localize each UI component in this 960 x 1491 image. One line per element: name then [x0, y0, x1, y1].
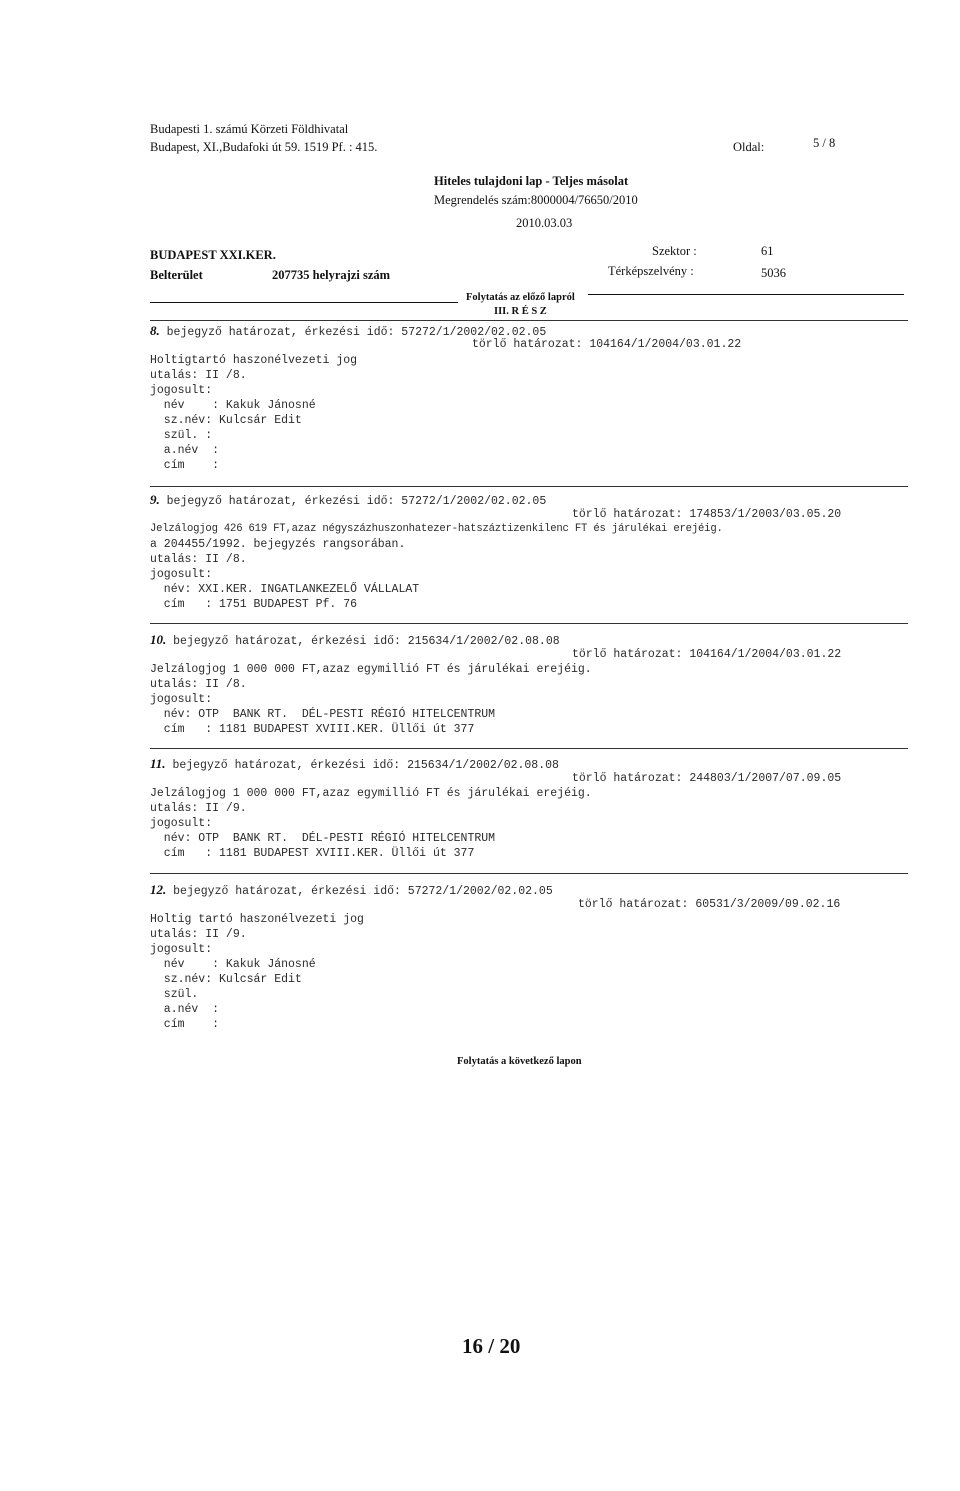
entry-number: 8. [150, 323, 160, 338]
entry-divider [150, 748, 908, 749]
cancel-decision: törlő határozat: 104164/1/2004/03.01.22 [572, 648, 842, 661]
entry-11 [150, 756, 910, 861]
entry-line: a.név : [150, 1003, 220, 1016]
entry-line: utalás: II /9. [150, 802, 247, 815]
sector-value: 61 [761, 244, 774, 258]
entry-line: cím : 1181 BUDAPEST XVIII.KER. Üllői út 377 [150, 847, 475, 860]
entry-line: cím : [150, 1018, 220, 1031]
sector-label: Szektor : [652, 244, 697, 258]
entry-line: sz.név: Kulcsár Edit [150, 973, 302, 986]
cancel-decision: törlő határozat: 104164/1/2004/03.01.22 [472, 338, 742, 351]
continuation-label: Folytatás az előző lapról [466, 292, 575, 303]
office-address: Budapest, XI.,Budafoki út 59. 1519 Pf. : 415. [150, 140, 378, 154]
entry-head: bejegyző határozat, érkezési idő: 57272/1/2002/02.02.05 [173, 885, 553, 898]
entry-number: 10. [150, 632, 167, 647]
entry-number: 9. [150, 492, 160, 507]
entry-line: utalás: II /9. [150, 928, 247, 941]
entry-line: Jelzálogjog 426 619 FT,azaz négyszázhuszonhatezer-hatszáztizenkilenc FT és járulékai erejéig. [150, 523, 723, 535]
entry-line: a 204455/1992. bejegyzés rangsorában. [150, 538, 406, 551]
entry-line: Jelzálogjog 1 000 000 FT,azaz egymillió FT és járulékai erejéig. [150, 663, 592, 676]
office-name: Budapesti 1. számú Körzeti Földhivatal [150, 122, 349, 136]
order-number: Megrendelés szám:8000004/76650/2010 [434, 193, 638, 207]
map-sheet-value: 5036 [761, 266, 786, 280]
entry-12 [150, 882, 910, 1032]
entry-8 [150, 323, 910, 473]
district: BUDAPEST XXI.KER. [150, 248, 276, 262]
entry-head: bejegyző határozat, érkezési idő: 57272/1/2002/02.02.05 [166, 326, 547, 339]
entry-line: cím : 1181 BUDAPEST XVIII.KER. Üllői út 377 [150, 723, 475, 736]
entry-divider [150, 873, 908, 874]
entry-line: cím : [150, 459, 220, 472]
divider-right [588, 294, 904, 295]
document-date: 2010.03.03 [516, 216, 573, 230]
entry-divider [150, 623, 908, 624]
page-value: 5 / 8 [813, 136, 836, 150]
entry-line: Holtigtartó haszonélvezeti jog [150, 354, 358, 367]
map-sheet-label: Térképszelvény : [608, 264, 694, 278]
entry-line: sz.név: Kulcsár Edit [150, 414, 302, 427]
next-page-note: Folytatás a következő lapon [457, 1056, 582, 1067]
entry-divider [150, 486, 908, 487]
parcel-number: 207735 helyrajzi szám [272, 268, 391, 282]
entry-line: név : Kakuk Jánosné [150, 958, 316, 971]
entry-line: név: OTP BANK RT. DÉL-PESTI RÉGIÓ HITELCENTRUM [150, 708, 496, 721]
entry-line: utalás: II /8. [150, 678, 247, 691]
page-label: Oldal: [733, 140, 765, 154]
entry-head: bejegyző határozat, érkezési idő: 57272/1/2002/02.02.05 [166, 495, 547, 508]
entry-line: jogosult: [150, 693, 213, 706]
document-title: Hiteles tulajdoni lap - Teljes másolat [434, 174, 629, 188]
entry-line: jogosult: [150, 943, 213, 956]
entry-line: név: XXI.KER. INGATLANKEZELŐ VÁLLALAT [150, 583, 420, 596]
entry-line: utalás: II /8. [150, 553, 247, 566]
entry-10 [150, 632, 910, 737]
entry-9 [150, 492, 910, 612]
entry-line: név: OTP BANK RT. DÉL-PESTI RÉGIÓ HITELCENTRUM [150, 832, 496, 845]
entry-line: szül. : [150, 429, 213, 442]
entry-number: 12. [150, 882, 167, 897]
entry-line: jogosult: [150, 384, 213, 397]
entry-number: 11. [150, 756, 166, 771]
entry-line: cím : 1751 BUDAPEST Pf. 76 [150, 598, 358, 611]
entry-head: bejegyző határozat, érkezési idő: 215634/1/2002/02.08.08 [173, 635, 560, 648]
divider-left [150, 302, 458, 303]
entry-line: utalás: II /8. [150, 369, 247, 382]
cancel-decision: törlő határozat: 174853/1/2003/03.05.20 [572, 508, 842, 521]
entry-line: jogosult: [150, 568, 213, 581]
entry-line: jogosult: [150, 817, 213, 830]
entry-head: bejegyző határozat, érkezési idő: 215634/1/2002/02.08.08 [172, 759, 559, 772]
page-number: 16 / 20 [462, 1334, 521, 1358]
section-title: III. R É S Z [494, 306, 547, 317]
section-rule [150, 320, 908, 321]
cancel-decision: törlő határozat: 244803/1/2007/07.09.05 [572, 772, 842, 785]
entry-line: a.név : [150, 444, 220, 457]
entry-line: név : Kakuk Jánosné [150, 399, 316, 412]
entry-line: Jelzálogjog 1 000 000 FT,azaz egymillió FT és járulékai erejéig. [150, 787, 592, 800]
cancel-decision: törlő határozat: 60531/3/2009/09.02.16 [578, 898, 841, 911]
entry-line: Holtig tartó haszonélvezeti jog [150, 913, 364, 926]
area-type: Belterület [150, 268, 203, 282]
entry-line: szül. [150, 988, 199, 1001]
